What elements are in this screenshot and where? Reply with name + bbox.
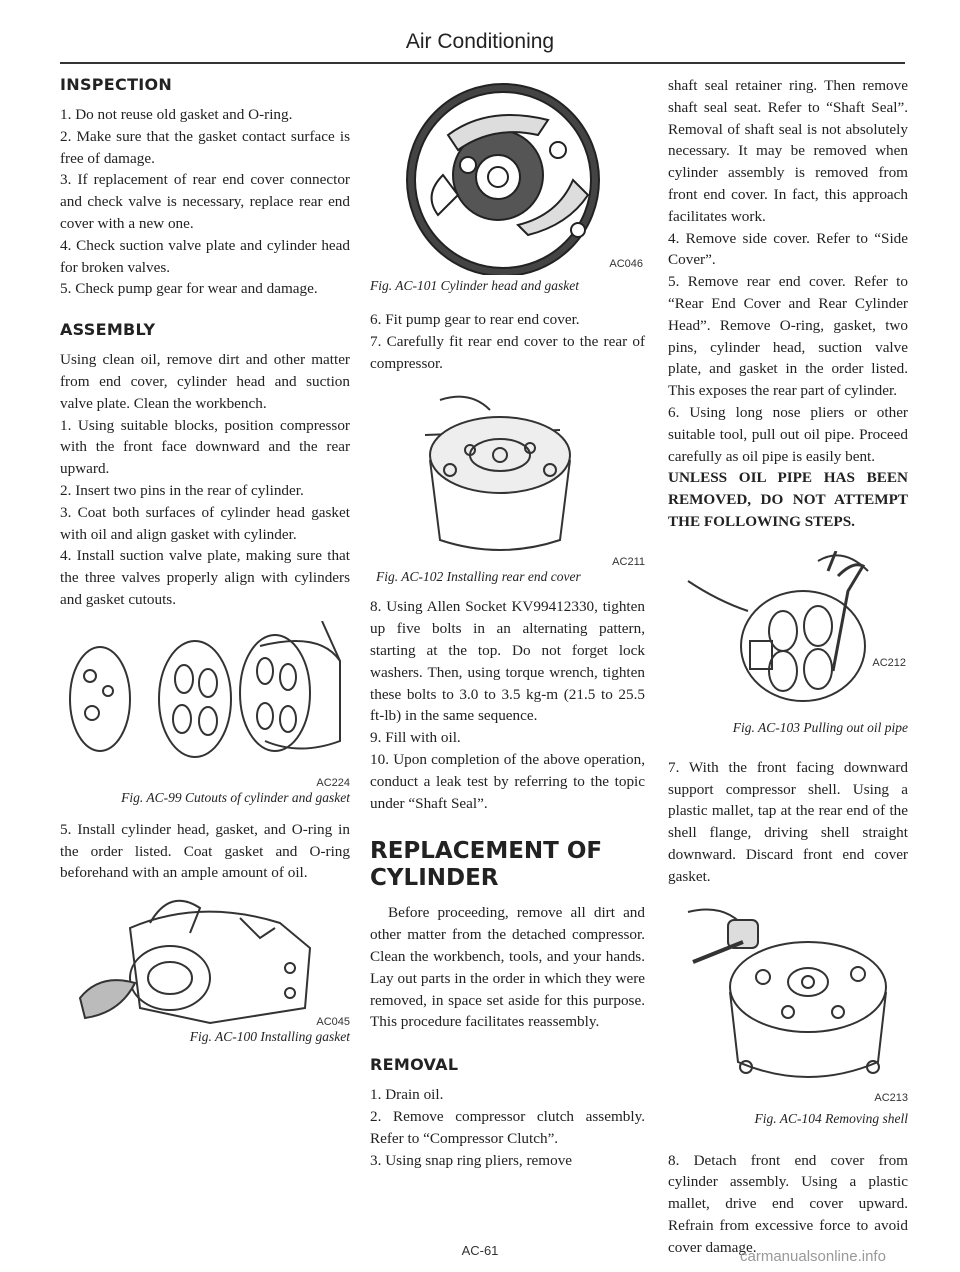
removal-item: 4. Remove side cover. Refer to “Side Cover”. [668, 229, 908, 269]
watermark: carmanualsonline.info [740, 1248, 886, 1265]
installing-gasket-illustration [60, 888, 350, 1028]
figure-caption: Fig. AC-102 Installing rear end cover [376, 569, 581, 585]
inspection-item: 3. If replacement of rear end cover connector and check valve is necessary, replace rear end cover with a new one. [60, 171, 350, 232]
column-right [668, 75, 908, 1259]
assembly-item: 2. Insert two pins in the rear of cylinder. [60, 481, 304, 499]
figure-code: AC211 [612, 556, 645, 569]
figure-ac102 [370, 380, 645, 568]
removal-item: 1. Drain oil. [370, 1086, 444, 1104]
oil-pipe-illustration [668, 551, 908, 711]
cylinder-head-gasket-illustration [398, 75, 613, 275]
figure-ac99 [60, 621, 350, 807]
header-rule [60, 62, 905, 64]
page-header: Air Conditioning [405, 30, 555, 53]
step-item: 6. Fit pump gear to rear end cover. [370, 311, 580, 328]
assembly-item: 3. Coat both surfaces of cylinder head gasket with oil and align gasket with cylinder. [60, 503, 350, 543]
figure-caption: Fig. AC-100 Installing gasket [189, 1029, 350, 1045]
inspection-item: 2. Make sure that the gasket contact surface is free of damage. [60, 127, 350, 167]
step-item: 10. Upon completion of the above operation, conduct a leak test by referring to the topic under “Shaft Seal”. [370, 750, 645, 812]
assembly-item: 4. Install suction valve plate, making sure that the three valves properly align with cylinders and gasket cutouts. [60, 547, 350, 608]
cutouts-illustration [60, 621, 350, 761]
figure-code: AC046 [609, 258, 643, 270]
figure-caption: Fig. AC-104 Removing shell [754, 1110, 908, 1126]
removing-shell-illustration [668, 902, 908, 1102]
figure-ac100 [60, 888, 350, 1046]
step-item: 7. Carefully fit rear end cover to the rear of compressor. [370, 332, 645, 372]
replacement-text: Before proceeding, remove all dirt and other matter from the detached compressor. Clean the workbench, tools, and your hands. Lay out parts in the order in which they were removed, in space set aside for this purpose. This procedure facilitates reassembly. [370, 904, 645, 1031]
figure-caption: Fig. AC-101 Cylinder head and gasket [370, 278, 579, 293]
page-number: AC-61 [461, 1243, 499, 1258]
figure-ac103 [668, 551, 908, 711]
assembly-heading: ASSEMBLY [60, 320, 156, 340]
assembly-intro: Using clean oil, remove dirt and other matter from end cover, cylinder head and suction valve plate. Clean the workbench. [60, 351, 350, 412]
removal-item: shaft seal retainer ring. Then remove shaft seal seat. Refer to “Shaft Seal”. Removal of shaft seal is not absolutely necessary. It may be removed when cylinder assembly is removed from front end cover. In fact, this approach facilitates work. [668, 77, 908, 225]
figure-code: AC045 [316, 1016, 350, 1029]
assembly-item: 1. Using suitable blocks, position compressor with the front face downward and the rear upward. [60, 416, 350, 478]
removal-item: 6. Using long nose pliers or other suitable tool, pull out oil pipe. Proceed carefully as oil pipe is easily bent. [668, 403, 908, 465]
assembly-item: 5. Install cylinder head, gasket, and O-ring in the order listed. Coat gasket and O-ring beforehand with an ample amount of oil. [60, 820, 350, 882]
figure-ac104 [668, 902, 908, 1104]
removal-item: 7. With the front facing downward support compressor shell. Using a plastic mallet, tap at the rear end of the shell flange, driving shell straight downward. Discard front end cover gasket. [668, 758, 908, 885]
step-item: 9. Fill with oil. [370, 729, 461, 747]
figure-ac101 [398, 75, 645, 275]
replacement-heading: REPLACEMENT OF CYLINDER [370, 838, 603, 892]
figure-code: AC224 [316, 776, 350, 789]
figure-caption: Fig. AC-103 Pulling out oil pipe [732, 719, 908, 735]
rear-end-cover-illustration [370, 380, 645, 560]
inspection-item: 1. Do not reuse old gasket and O-ring. [60, 106, 293, 123]
removal-item: 2. Remove compressor clutch assembly. Refer to “Compressor Clutch”. [370, 1107, 645, 1147]
warning-text: UNLESS OIL PIPE HAS BEEN REMOVED, DO NOT ATTEMPT THE FOLLOWING STEPS. [668, 469, 908, 530]
figure-code: AC213 [874, 1091, 908, 1104]
removal-item: 5. Remove rear end cover. Refer to “Rear End Cover and Rear Cylinder Head”. Remove O-ring, gasket, two pins, cylinder head, suction valve plate, and gasket in the order listed. This exposes the rear part of cylinder. [668, 273, 908, 400]
figure-code: AC212 [872, 656, 906, 669]
step-item: 8. Using Allen Socket KV99412330, tighten up five bolts in an alternating pattern, starting at the top. Do not forget lock washers. Then, using torque wrench, tighten these bolts to 3.0 to 3.5 kg-m (21.5 to 25.5 ft-lb) in the same sequence. [370, 598, 645, 725]
removal-heading: REMOVAL [370, 1055, 459, 1075]
figure-caption: Fig. AC-99 Cutouts of cylinder and gasket [121, 789, 350, 805]
column-left [60, 75, 350, 1046]
removal-item: 3. Using snap ring pliers, remove [370, 1151, 573, 1169]
inspection-heading: INSPECTION [60, 75, 173, 94]
removal-item: 8. Detach front end cover from cylinder assembly. Using a plastic mallet, drive end cover upward. Refrain from excessive force to avoid cover damage. [668, 1151, 908, 1256]
inspection-item: 4. Check suction valve plate and cylinder head for broken valves. [60, 236, 350, 276]
inspection-item: 5. Check pump gear for wear and damage. [60, 280, 318, 298]
column-middle [370, 75, 645, 1171]
